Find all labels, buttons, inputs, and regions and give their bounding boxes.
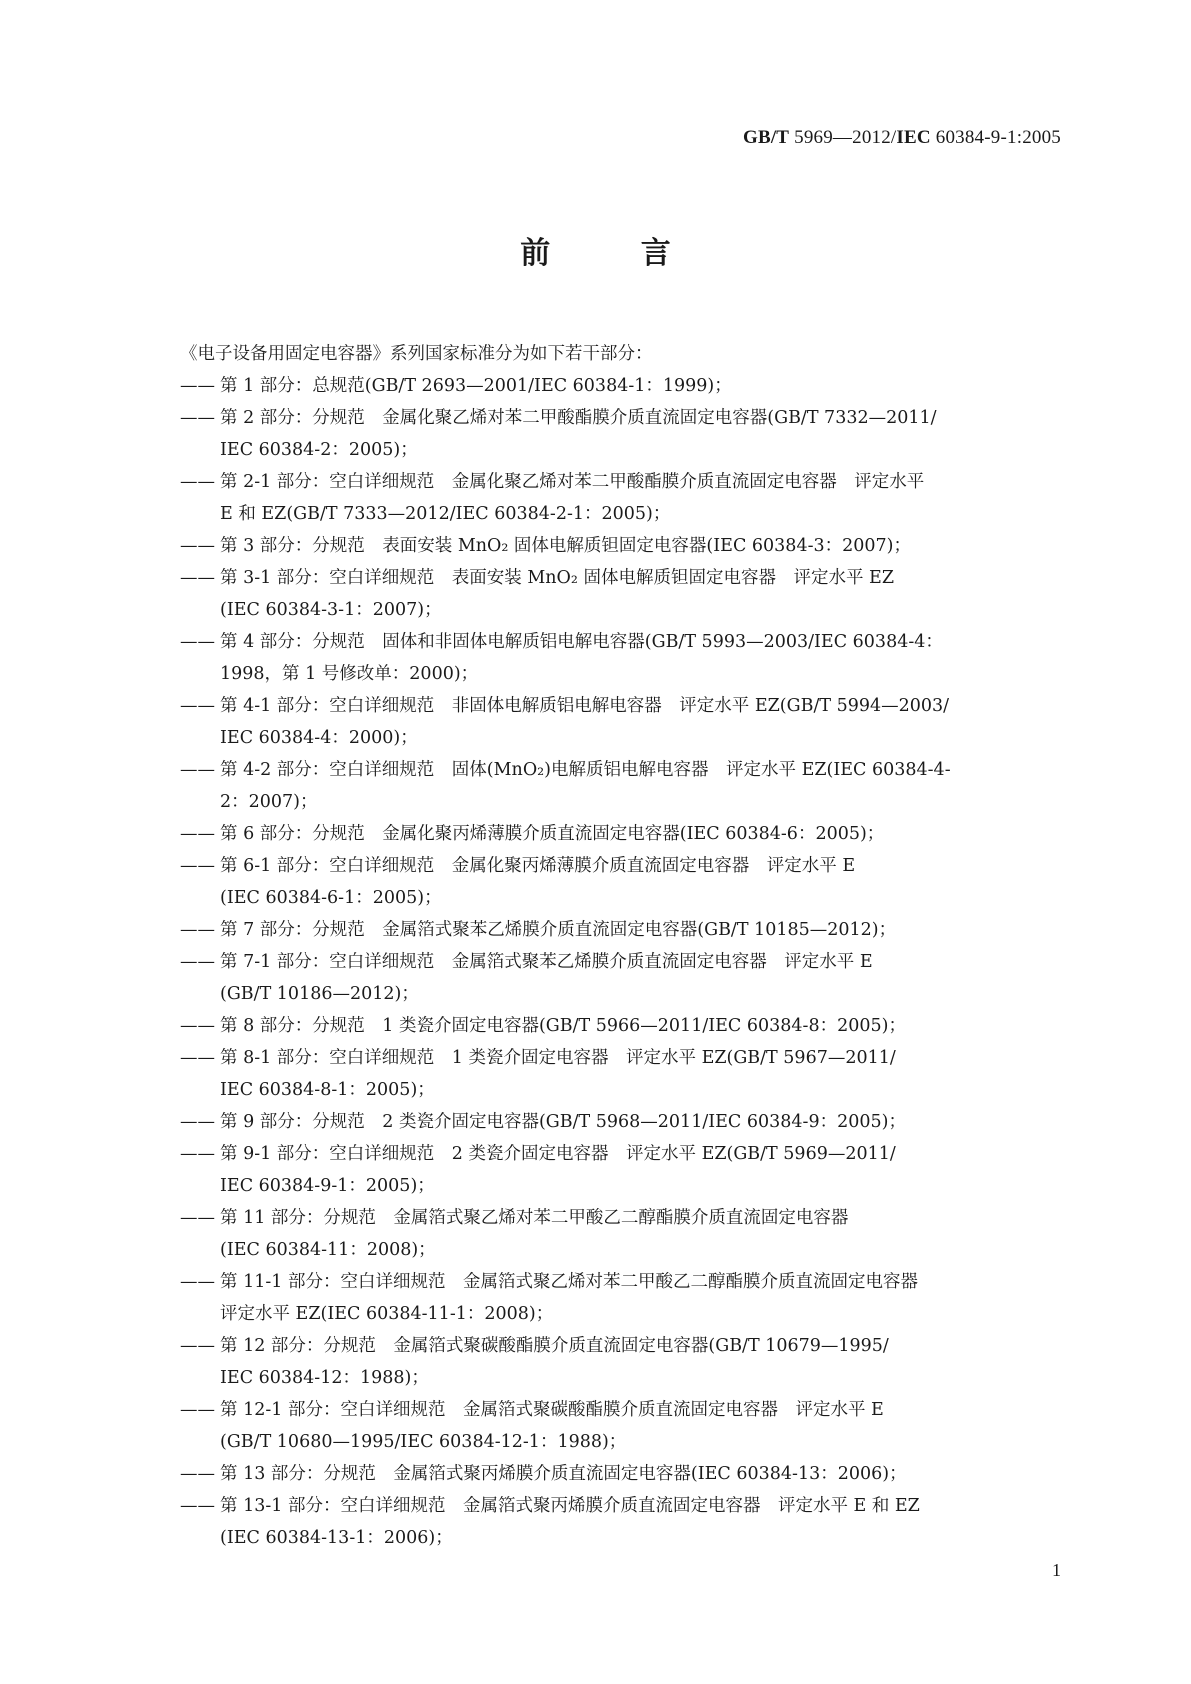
list-item-line: 第 3 部分：分规范 表面安装 MnO₂ 固体电解质钽固定电容器(IEC 60384-3：2007)； bbox=[220, 536, 911, 556]
list-dash: —— bbox=[180, 568, 215, 588]
list-dash: —— bbox=[180, 1144, 215, 1164]
list-dash: —— bbox=[180, 472, 215, 492]
list-item bbox=[180, 1330, 1060, 1394]
list-item-line: 第 11 部分：分规范 金属箔式聚乙烯对苯二甲酸乙二醇酯膜介质直流固定电容器 bbox=[220, 1208, 849, 1228]
list-item-line: 第 11-1 部分：空白详细规范 金属箔式聚乙烯对苯二甲酸乙二醇酯膜介质直流固定电容器 bbox=[220, 1272, 918, 1292]
list-item-line: 第 2-1 部分：空白详细规范 金属化聚乙烯对苯二甲酸酯膜介质直流固定电容器 评定水平 bbox=[220, 472, 925, 492]
list-dash: —— bbox=[180, 1016, 215, 1036]
list-item bbox=[180, 1458, 1060, 1490]
list-dash: —— bbox=[180, 824, 215, 844]
list-item bbox=[180, 1266, 1060, 1330]
list-dash: —— bbox=[180, 1112, 215, 1132]
list-item-continuation: (IEC 60384-13-1：2006)； bbox=[220, 1528, 453, 1548]
list-dash: —— bbox=[180, 536, 215, 556]
list-dash: —— bbox=[180, 1272, 215, 1292]
list-dash: —— bbox=[180, 632, 215, 652]
list-item bbox=[180, 402, 1060, 466]
list-dash: —— bbox=[180, 1336, 215, 1356]
list-item bbox=[180, 690, 1060, 754]
list-item bbox=[180, 946, 1060, 1010]
list-item-line: 第 6-1 部分：空白详细规范 金属化聚丙烯薄膜介质直流固定电容器 评定水平 E bbox=[220, 856, 856, 876]
list-item bbox=[180, 562, 1060, 626]
list-item bbox=[180, 466, 1060, 530]
list-item bbox=[180, 914, 1060, 946]
list-item-continuation: IEC 60384-8-1：2005)； bbox=[220, 1080, 435, 1100]
list-item-line: 第 12 部分：分规范 金属箔式聚碳酸酯膜介质直流固定电容器(GB/T 10679—1995/ bbox=[220, 1336, 889, 1356]
list-item bbox=[180, 1106, 1060, 1138]
list-item-line: 第 13 部分：分规范 金属箔式聚丙烯膜介质直流固定电容器(IEC 60384-13：2006)； bbox=[220, 1464, 907, 1484]
list-item-line: 第 1 部分：总规范(GB/T 2693—2001/IEC 60384-1：1999)； bbox=[220, 376, 732, 396]
standard-code bbox=[743, 127, 1061, 149]
list-item-continuation: (IEC 60384-11：2008)； bbox=[220, 1240, 436, 1260]
list-item bbox=[180, 818, 1060, 850]
parts-list bbox=[180, 370, 1060, 1554]
list-item-line: 第 12-1 部分：空白详细规范 金属箔式聚碳酸酯膜介质直流固定电容器 评定水平 E bbox=[220, 1400, 884, 1420]
list-dash: —— bbox=[180, 1496, 215, 1516]
list-dash: —— bbox=[180, 952, 215, 972]
list-item-continuation: (GB/T 10680—1995/IEC 60384-12-1：1988)； bbox=[220, 1432, 627, 1452]
list-item bbox=[180, 1394, 1060, 1458]
standard-code-number: 5969—2012/ bbox=[789, 127, 897, 148]
list-item-line: 第 7 部分：分规范 金属箔式聚苯乙烯膜介质直流固定电容器(GB/T 10185—2012)； bbox=[220, 920, 897, 940]
list-dash: —— bbox=[180, 760, 215, 780]
list-item-continuation: 2：2007)； bbox=[220, 792, 318, 812]
list-dash: —— bbox=[180, 856, 215, 876]
list-item-continuation: IEC 60384-2：2005)； bbox=[220, 440, 418, 460]
list-item-line: 第 13-1 部分：空白详细规范 金属箔式聚丙烯膜介质直流固定电容器 评定水平 E 和 EZ bbox=[220, 1496, 920, 1516]
list-item bbox=[180, 754, 1060, 818]
list-item-continuation: IEC 60384-4：2000)； bbox=[220, 728, 418, 748]
list-item-continuation: E 和 EZ(GB/T 7333—2012/IEC 60384-2-1：2005)； bbox=[220, 504, 671, 524]
list-item-line: 第 2 部分：分规范 金属化聚乙烯对苯二甲酸酯膜介质直流固定电容器(GB/T 7332—2011/ bbox=[220, 408, 937, 428]
list-dash: —— bbox=[180, 408, 215, 428]
list-item bbox=[180, 530, 1060, 562]
list-item bbox=[180, 1010, 1060, 1042]
list-item-line: 第 4-1 部分：空白详细规范 非固体电解质铝电解电容器 评定水平 EZ(GB/T 5994—2003/ bbox=[220, 696, 950, 716]
list-item-line: 第 4-2 部分：空白详细规范 固体(MnO₂)电解质铝电解电容器 评定水平 EZ(IEC 60384-4- bbox=[220, 760, 951, 780]
list-item bbox=[180, 1202, 1060, 1266]
list-item bbox=[180, 1490, 1060, 1554]
page-number: 1 bbox=[1052, 1560, 1061, 1580]
intro-paragraph: 《电子设备用固定电容器》系列国家标准分为如下若干部分： bbox=[180, 344, 653, 364]
list-dash: —— bbox=[180, 376, 215, 396]
list-item-continuation: (GB/T 10186—2012)； bbox=[220, 984, 419, 1004]
list-item-line: 第 4 部分：分规范 固体和非固体电解质铝电解电容器(GB/T 5993—2003/IEC 60384-4： bbox=[220, 632, 943, 652]
list-item-line: 第 3-1 部分：空白详细规范 表面安装 MnO₂ 固体电解质钽固定电容器 评定水平 EZ bbox=[220, 568, 894, 588]
page-title: 前 言 bbox=[520, 236, 711, 271]
list-dash: —— bbox=[180, 1208, 215, 1228]
list-item bbox=[180, 626, 1060, 690]
list-item bbox=[180, 370, 1060, 402]
list-item-line: 第 6 部分：分规范 金属化聚丙烯薄膜介质直流固定电容器(IEC 60384-6：2005)； bbox=[220, 824, 885, 844]
foreword-body bbox=[180, 338, 1060, 1554]
list-item-continuation: IEC 60384-9-1：2005)； bbox=[220, 1176, 435, 1196]
list-item bbox=[180, 1138, 1060, 1202]
list-item bbox=[180, 850, 1060, 914]
standard-code-iec: IEC bbox=[896, 127, 931, 148]
list-item-line: 第 8 部分：分规范 1 类瓷介固定电容器(GB/T 5966—2011/IEC 60384-8：2005)； bbox=[220, 1016, 906, 1036]
list-item-line: 第 9 部分：分规范 2 类瓷介固定电容器(GB/T 5968—2011/IEC 60384-9：2005)； bbox=[220, 1112, 906, 1132]
standard-code-iec-number: 60384-9-1:2005 bbox=[930, 127, 1061, 148]
list-dash: —— bbox=[180, 1464, 215, 1484]
standard-code-prefix: GB/T bbox=[742, 127, 790, 148]
list-item-continuation: 1998，第 1 号修改单：2000)； bbox=[220, 664, 479, 684]
list-dash: —— bbox=[180, 920, 215, 940]
list-item-line: 第 7-1 部分：空白详细规范 金属箔式聚苯乙烯膜介质直流固定电容器 评定水平 E bbox=[220, 952, 873, 972]
list-item bbox=[180, 1042, 1060, 1106]
list-dash: —— bbox=[180, 696, 215, 716]
list-item-continuation: IEC 60384-12：1988)； bbox=[220, 1368, 429, 1388]
list-dash: —— bbox=[180, 1400, 215, 1420]
list-item-line: 第 9-1 部分：空白详细规范 2 类瓷介固定电容器 评定水平 EZ(GB/T 5969—2011/ bbox=[220, 1144, 896, 1164]
list-item-continuation: (IEC 60384-6-1：2005)； bbox=[220, 888, 442, 908]
list-item-line: 第 8-1 部分：空白详细规范 1 类瓷介固定电容器 评定水平 EZ(GB/T 5967—2011/ bbox=[220, 1048, 896, 1068]
list-item-continuation: (IEC 60384-3-1：2007)； bbox=[220, 600, 442, 620]
list-item-continuation: 评定水平 EZ(IEC 60384-11-1：2008)； bbox=[220, 1304, 554, 1324]
list-dash: —— bbox=[180, 1048, 215, 1068]
